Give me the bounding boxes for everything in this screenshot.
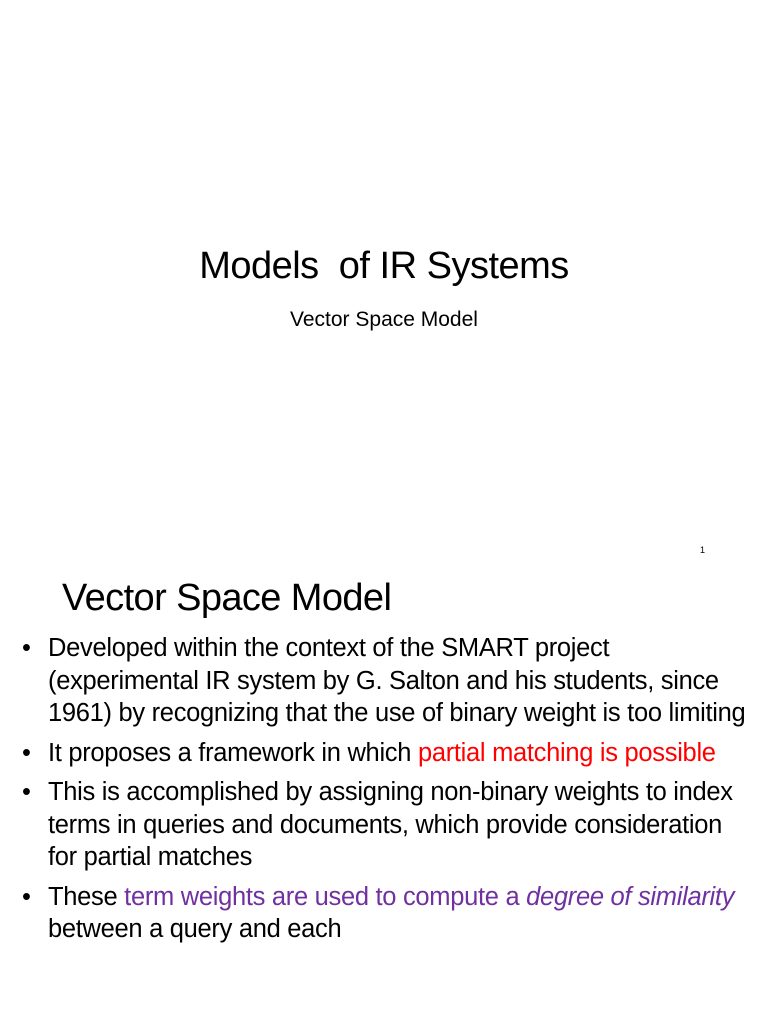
page-number: 1: [700, 545, 706, 555]
bullet-item: [22, 632, 757, 730]
bullet-item: [22, 881, 757, 946]
bullet-text: It proposes a framework in which: [48, 738, 418, 767]
bullet-text: These: [48, 882, 125, 911]
slide-heading: Vector Space Model: [62, 577, 392, 619]
content-slide: [0, 545, 768, 1024]
slide-title: Models of IR Systems: [199, 245, 569, 287]
bullet-list: [22, 632, 757, 953]
highlighted-italic-text: degree of similarity: [526, 882, 735, 911]
slide-subtitle: Vector Space Model: [290, 308, 478, 331]
highlighted-text: partial matching is possible: [417, 738, 716, 767]
bullet-item: [22, 737, 757, 770]
bullet-text: Developed within the context of the SMART project (experimental IR system by G. Salton and his students, since 1961) by recognizing that the use of binary weight is too limiting: [48, 634, 746, 727]
bullet-text: This is accomplished by assigning non-binary weights to index terms in queries and documents, which provide consideration for partial matches: [48, 778, 733, 871]
bullet-item: [22, 776, 757, 874]
highlighted-text: term weights are used to compute a: [124, 882, 527, 911]
bullet-text: between a query and each: [48, 915, 342, 943]
